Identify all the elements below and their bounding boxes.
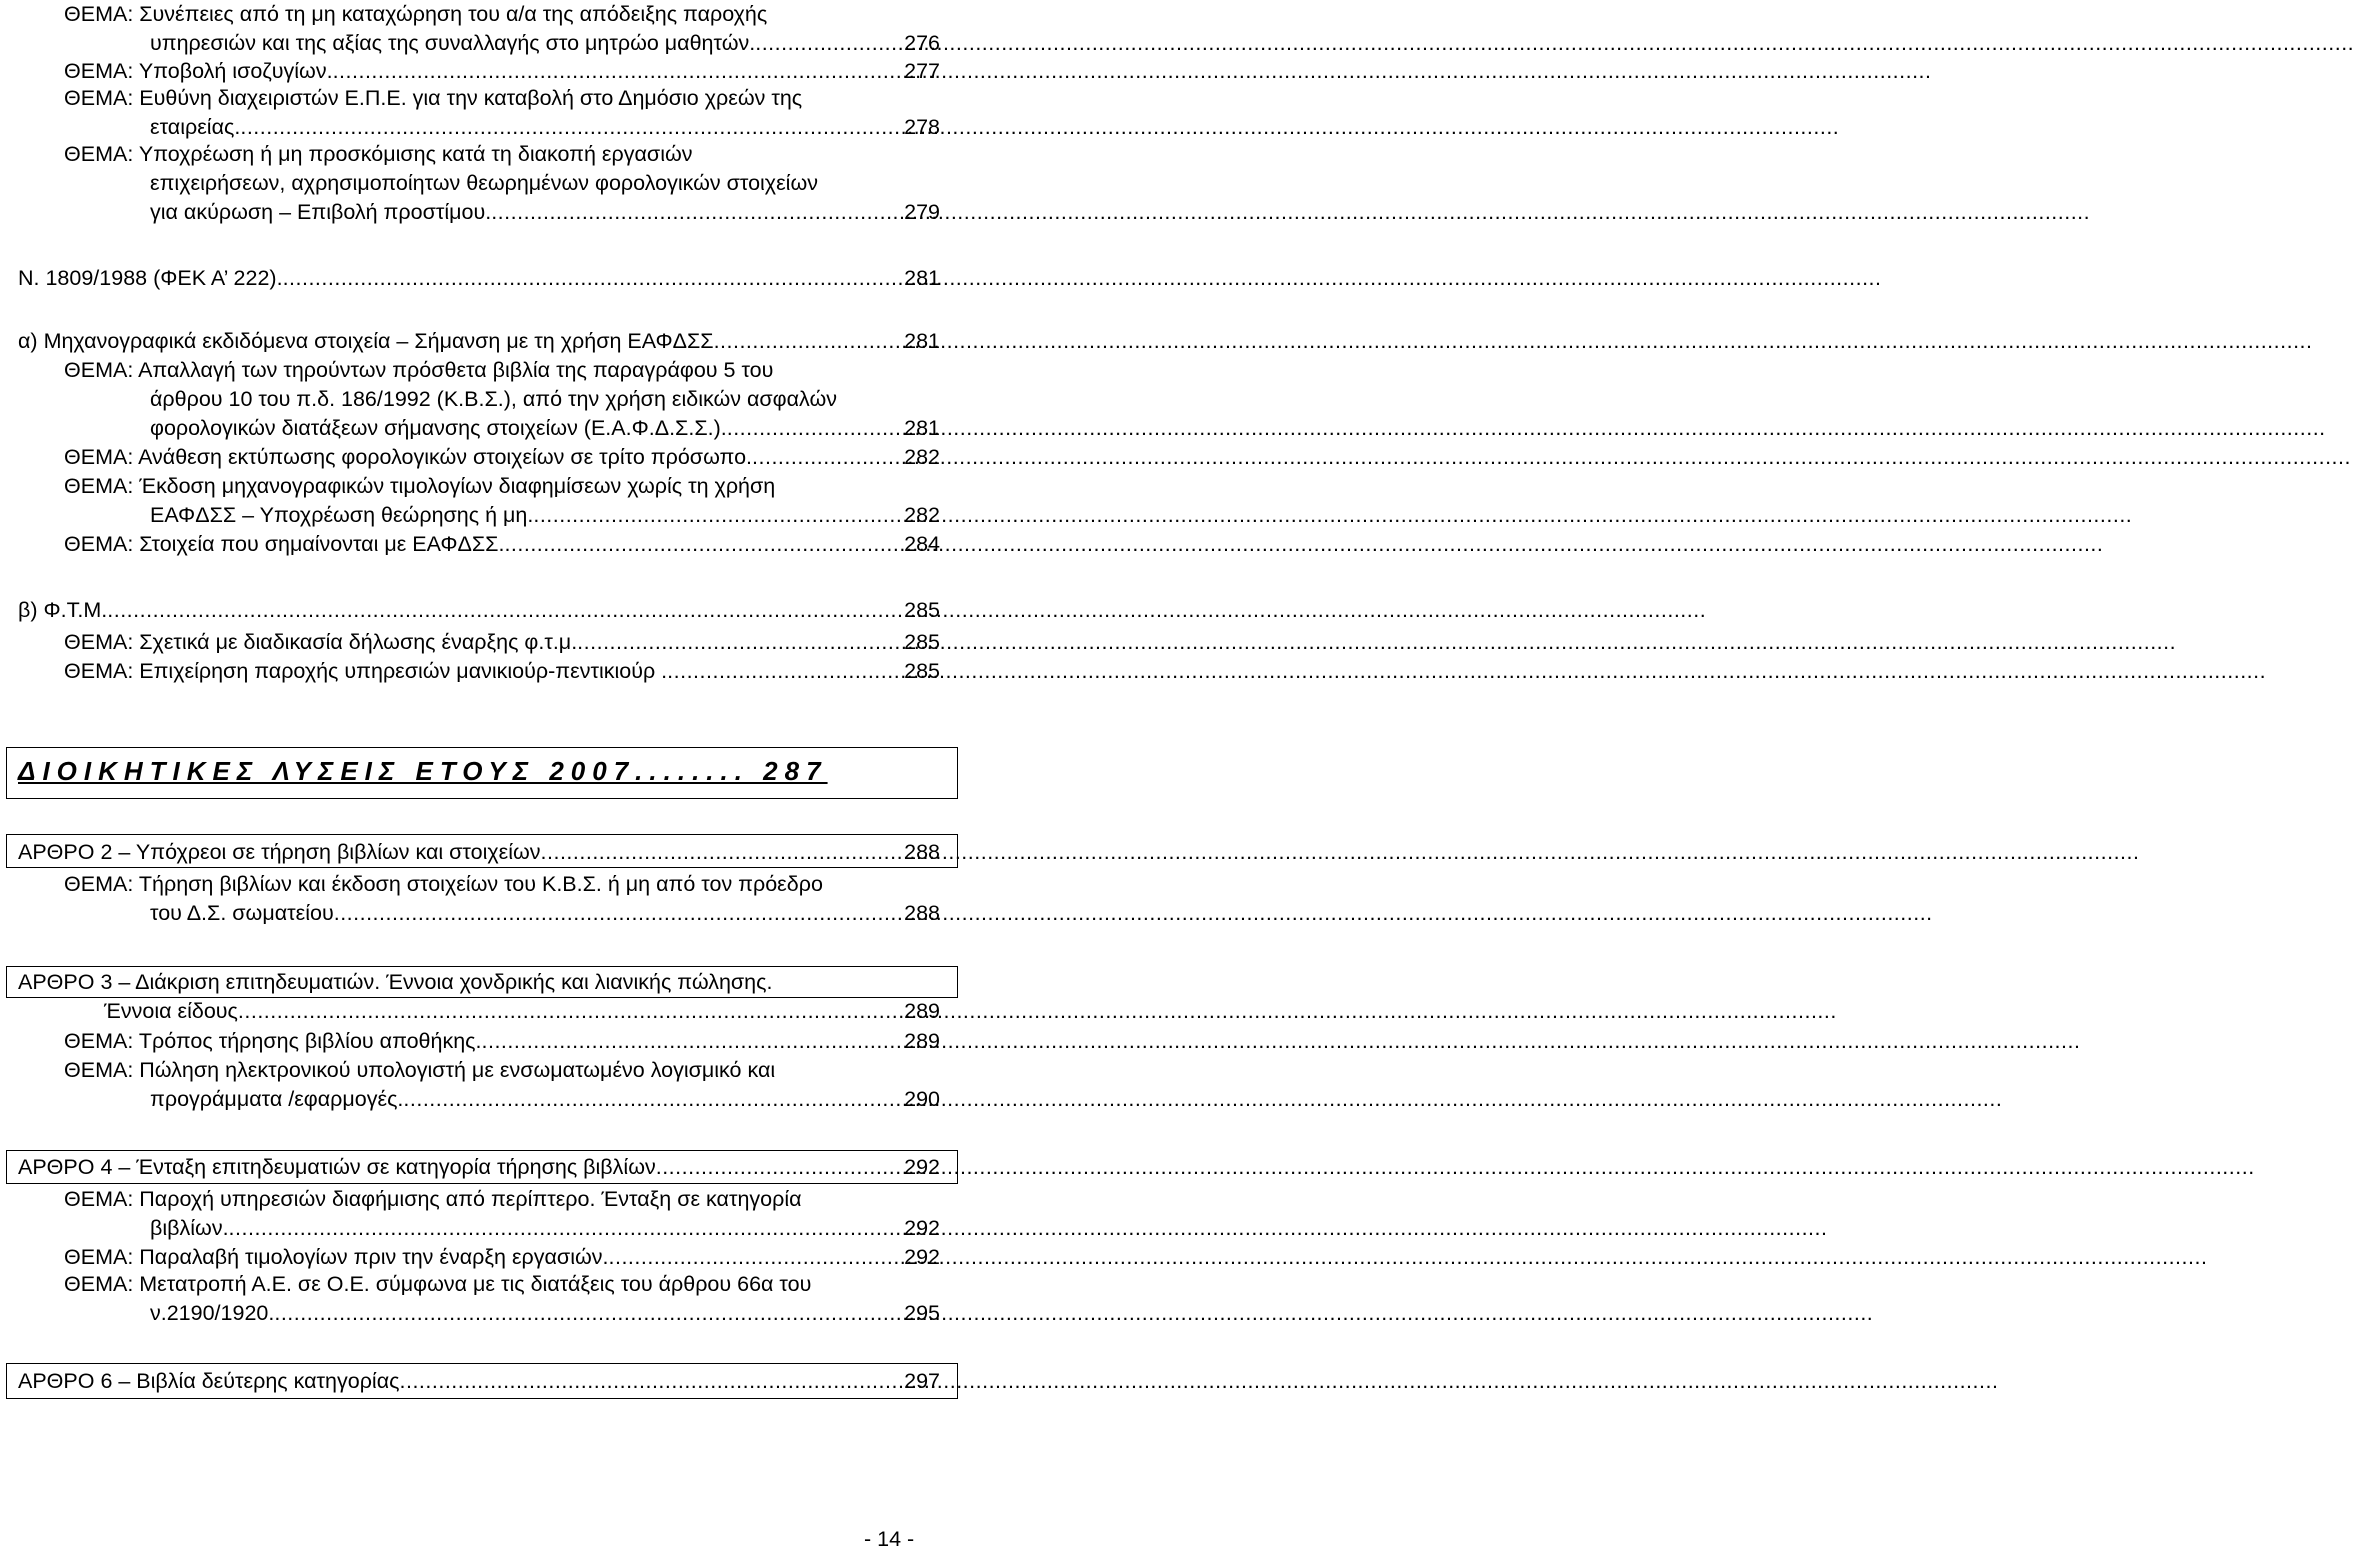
toc-entry: ΘΕΜΑ: Τρόπος τήρησης βιβλίου αποθήκης. ..... 289 <box>64 1027 940 1056</box>
toc-entry: ΘΕΜΑ: Έκδοση μηχανογραφικών τιμολογίων διαφημίσεων χωρίς τη χρήση ΕΑΦΔΣΣ – Υποχρέωση θεώρησης ή μη. ..... 282 <box>64 472 940 530</box>
toc-entry: ΘΕΜΑ: Απαλλαγή των τηρούντων πρόσθετα βιβλία της παραγράφου 5 του άρθρου 10 του π.δ. 186/1992 (Κ.Β.Σ.), από την χρήση ειδικών ασφαλών φορολογικών διατάξεων σήμανσης στοιχείων (Ε.Α.Φ.Δ.Σ.Σ.). ..... 281 <box>64 356 940 443</box>
toc-entry: ΘΕΜΑ: Σχετικά με διαδικασία δήλωσης έναρξης φ.τ.μ. ..... 285 <box>64 628 940 657</box>
toc-article-3: ΑΡΘΡΟ 3 – Διάκριση επιτηδευματιών. Έννοια χονδρικής και λιανικής πώλησης. Έννοια είδους ..... 289 <box>18 968 940 1026</box>
page-number: - 14 - <box>864 1527 915 1551</box>
toc-article-4: ΑΡΘΡΟ 4 – Ένταξη επιτηδευματιών σε κατηγορία τήρησης βιβλίων ..... 292 <box>18 1153 940 1182</box>
toc-entry: ΘΕΜΑ: Συνέπειες από τη μη καταχώρηση του α/α της απόδειξης παροχής υπηρεσιών και της αξίας της συναλλαγής στο μητρώο μαθητών. ..... 276 <box>64 0 940 58</box>
toc-article-2: ΑΡΘΡΟ 2 – Υπόχρεοι σε τήρηση βιβλίων και στοιχείων ..... 288 <box>18 838 940 867</box>
toc-article-6: ΑΡΘΡΟ 6 – Βιβλία δεύτερης κατηγορίας ..... 297 <box>18 1367 940 1396</box>
toc-entry: ΘΕΜΑ: Υποβολή ισοζυγίων. ..... 277 <box>64 57 940 86</box>
toc-entry: ΘΕΜΑ: Τήρηση βιβλίων και έκδοση στοιχείων του Κ.Β.Σ. ή μη από τον πρόεδρο του Δ.Σ. σωματείου ..... 288 <box>64 870 940 928</box>
toc-entry: ΘΕΜΑ: Υποχρέωση ή μη προσκόμισης κατά τη διακοπή εργασιών επιχειρήσεων, αχρησιμοποίητων θεωρημένων φορολογικών στοιχείων για ακύρωση – Επιβολή προστίμου. ..... 279 <box>64 140 940 227</box>
toc-entry: ΘΕΜΑ: Παροχή υπηρεσιών διαφήμισης από περίπτερο. Ένταξη σε κατηγορία βιβλίων. ..... 292 <box>64 1185 940 1243</box>
toc-entry: ΘΕΜΑ: Επιχείρηση παροχής υπηρεσιών μανικιούρ-πεντικιούρ . ..... 285 <box>64 657 940 686</box>
toc-section-law: Ν. 1809/1988 (ΦΕΚ Α’ 222). ..... 281 <box>18 264 940 293</box>
toc-entry: ΘΕΜΑ: Ευθύνη διαχειριστών Ε.Π.Ε. για την καταβολή στο Δημόσιο χρεών της εταιρείας. ..... 278 <box>64 84 940 142</box>
toc-section-a: α) Μηχανογραφικά εκδιδόμενα στοιχεία – Σήμανση με τη χρήση ΕΑΦΔΣΣ ..... 281 <box>18 327 940 356</box>
document-page <box>0 0 960 1552</box>
toc-entry: ΘΕΜΑ: Ανάθεση εκτύπωσης φορολογικών στοιχείων σε τρίτο πρόσωπο. ..... 282 <box>64 443 940 472</box>
toc-entry: ΘΕΜΑ: Παραλαβή τιμολογίων πριν την έναρξη εργασιών. ..... 292 <box>64 1243 940 1272</box>
toc-entry: ΘΕΜΑ: Στοιχεία που σημαίνονται με ΕΑΦΔΣΣ. ..... 284 <box>64 530 940 559</box>
toc-entry: ΘΕΜΑ: Μετατροπή Α.Ε. σε Ο.Ε. σύμφωνα με τις διατάξεις του άρθρου 66α του ν.2190/1920. ..... 295 <box>64 1270 940 1328</box>
toc-section-b: β) Φ.Τ.Μ. ..... 285 <box>18 596 940 625</box>
toc-entry: ΘΕΜΑ: Πώληση ηλεκτρονικού υπολογιστή με ενσωματωμένο λογισμικό και προγράμματα /εφαρμογές. ..... 290 <box>64 1056 940 1114</box>
banner-title: ΔΙΟΙΚΗΤΙΚΕΣ ΛΥΣΕΙΣ ΕΤΟΥΣ 2007........ 287 <box>18 756 828 786</box>
